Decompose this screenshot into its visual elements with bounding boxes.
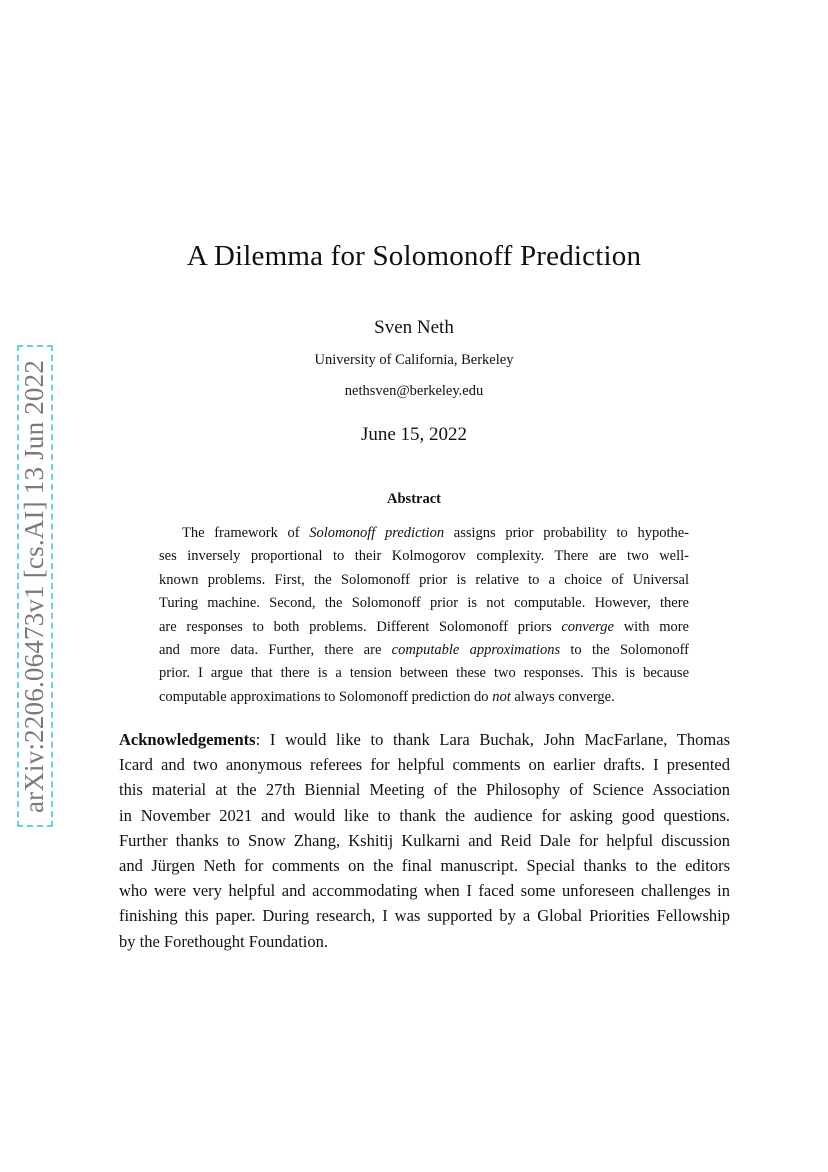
acknowledgements-paragraph <box>119 727 730 954</box>
emphasis-text: Solomonoff prediction <box>309 525 445 541</box>
text-run: ses inversely proportional to their Kolmogorov complexity. There are two well- <box>159 548 689 565</box>
text-run: finishing this paper. During research, I was supported by a Global Priorities Fellowship <box>119 906 730 926</box>
abstract-line <box>159 616 689 639</box>
text-run: Further thanks to Snow Zhang, Kshitij Kulkarni and Reid Dale for helpful discussion <box>119 830 730 850</box>
acknowledgements-line <box>119 752 730 777</box>
section-label: Acknowledgements <box>119 730 256 749</box>
acknowledgements-line <box>119 853 730 878</box>
abstract-line <box>159 662 689 685</box>
abstract-line <box>159 569 689 592</box>
text-run: and Jürgen Neth for comments on the final manuscript. Special thanks to the editors <box>119 855 730 875</box>
text-run: are responses to both problems. Different Solomonoff priors <box>159 618 562 635</box>
abstract-line <box>159 592 689 615</box>
text-run: and more data. Further, there are <box>159 641 392 658</box>
paper-title: A Dilemma for Solomonoff Prediction <box>186 240 642 272</box>
abstract-line <box>159 686 689 709</box>
author-affiliation: University of California, Berkeley <box>314 352 514 368</box>
author-email: nethsven@berkeley.edu <box>344 383 484 399</box>
paper-date: June 15, 2022 <box>360 424 468 445</box>
abstract-line <box>159 522 689 545</box>
text-run: who were very helpful and accommodating when I faced some unforeseen challenges in <box>119 881 730 901</box>
acknowledgements-line <box>119 803 730 828</box>
abstract-body <box>159 522 689 709</box>
acknowledgements-line <box>119 878 730 903</box>
text-run: in November 2021 and would like to thank the audience for asking good questions. <box>119 805 730 825</box>
emphasis-text: computable approximations <box>391 641 561 658</box>
text-run: prior. I argue that there is a tension between these two responses. This is because <box>159 665 689 682</box>
acknowledgements-line <box>119 777 730 802</box>
text-run: Icard and two anonymous referees for helpful comments on earlier drafts. I presented <box>119 755 730 775</box>
abstract-line <box>159 639 689 662</box>
abstract-heading: Abstract <box>387 491 441 507</box>
arxiv-stamp <box>17 345 53 827</box>
text-run: with more <box>613 618 689 635</box>
text-run: this material at the 27th Biennial Meeting of the Philosophy of Science Association <box>119 780 730 800</box>
acknowledgements-line <box>119 828 730 853</box>
emphasis-text: converge <box>561 618 614 635</box>
text-run: assigns prior probability to hypothe- <box>444 525 690 541</box>
text-run: to the Solomonoff <box>560 641 689 658</box>
text-run: computable approximations to Solomonoff prediction do <box>159 688 493 705</box>
emphasis-text: not <box>492 688 511 705</box>
text-run: known problems. First, the Solomonoff prior is relative to a choice of Universal <box>159 571 689 588</box>
text-run: always converge. <box>510 688 615 705</box>
abstract-line <box>159 545 689 568</box>
author-name: Sven Neth <box>374 317 454 338</box>
text-run: : I would like to thank Lara Buchak, John MacFarlane, Thomas <box>255 730 730 749</box>
acknowledgements-line <box>119 903 730 928</box>
text-run: The framework of <box>182 525 310 541</box>
acknowledgements-line <box>119 727 730 752</box>
acknowledgements-line <box>119 929 730 954</box>
arxiv-identifier: arXiv:2206.06473v1 [cs.AI] 13 Jun 2022 <box>19 359 50 813</box>
text-run: Turing machine. Second, the Solomonoff prior is not computable. However, there <box>159 595 689 612</box>
text-run: by the Forethought Foundation. <box>119 931 328 951</box>
